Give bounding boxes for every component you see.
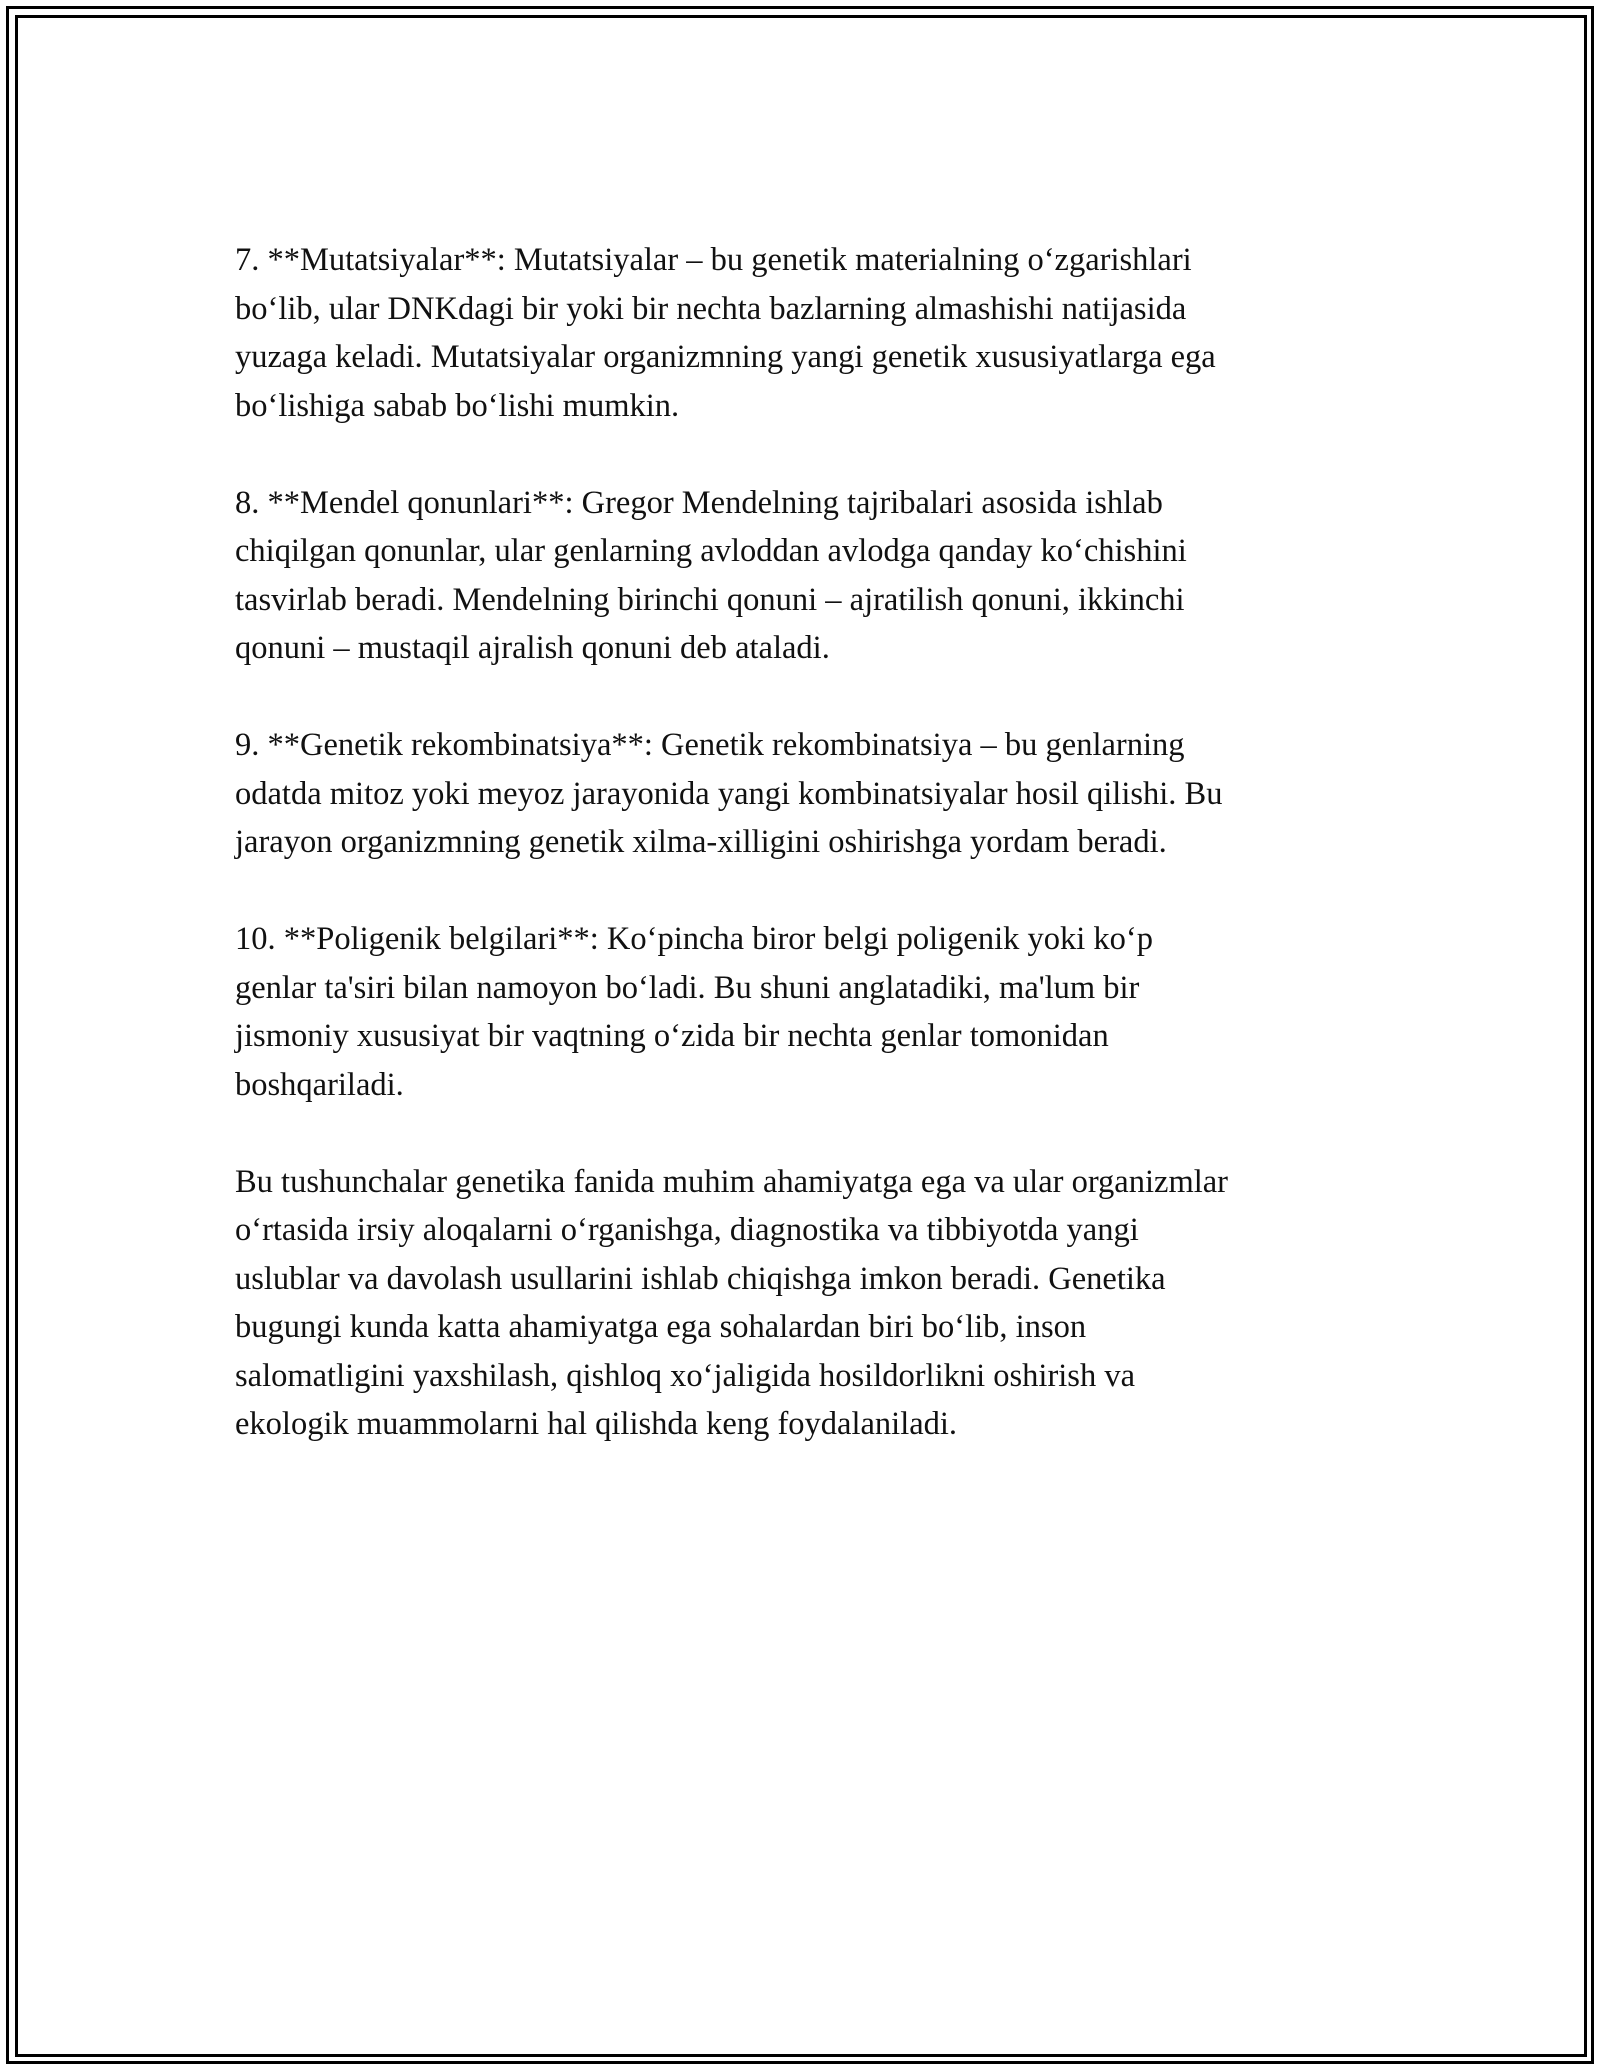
paragraph-mendel-qonunlari: 8. **Mendel qonunlari**: Gregor Mendelning tajribalari asosida ishlab chiqilgan qonunlar, ular genlarning avloddan avlodga qanday ko‘chishini tasvirlab beradi. Mendelning birinchi qonuni – ajratilish qonuni, ikkinchi qonuni – mustaqil ajralish qonuni deb ataladi. [235, 484, 1187, 666]
paragraph-mutatsiyalar: 7. **Mutatsiyalar**: Mutatsiyalar – bu genetik materialning o‘zgarishlari bo‘lib, ular DNKdagi bir yoki bir nechta bazlarning almashishi natijasida yuzaga keladi. Mutatsiyalar organizmning yangi genetik xususiyatlarga ega bo‘lishiga sabab bo‘lishi mumkin. [235, 242, 1216, 424]
document-body [235, 236, 1375, 1497]
paragraph-poligenik-belgilari: 10. **Poligenik belgilari**: Ko‘pincha biror belgi poligenik yoki ko‘p genlar ta'siri bilan namoyon bo‘ladi. Bu shuni anglatadiki, ma'lum bir jismoniy xususiyat bir vaqtning o‘zida bir nechta genlar tomonidan boshqariladi. [235, 921, 1153, 1103]
paragraph-genetik-rekombinatsiya: 9. **Genetik rekombinatsiya**: Genetik rekombinatsiya – bu genlarning odatda mitoz yoki meyoz jarayonida yangi kombinatsiyalar hosil qilishi. Bu jarayon organizmning genetik xilma-xilligini oshirishga yordam beradi. [235, 727, 1223, 860]
paragraph-conclusion: Bu tushunchalar genetika fanida muhim ahamiyatga ega va ular organizmlar o‘rtasida irsiy aloqalarni o‘rganishga, diagnostika va tibbiyotda yangi uslublar va davolash usullarini ishlab chiqishga imkon beradi. Genetika bugungi kunda katta ahamiyatga ega sohalardan biri bo‘lib, inson salomatligini yaxshilash, qishloq xo‘jaligida hosildorlikni oshirish va ekologik muammolarni hal qilishda keng foydalaniladi. [235, 1163, 1228, 1442]
